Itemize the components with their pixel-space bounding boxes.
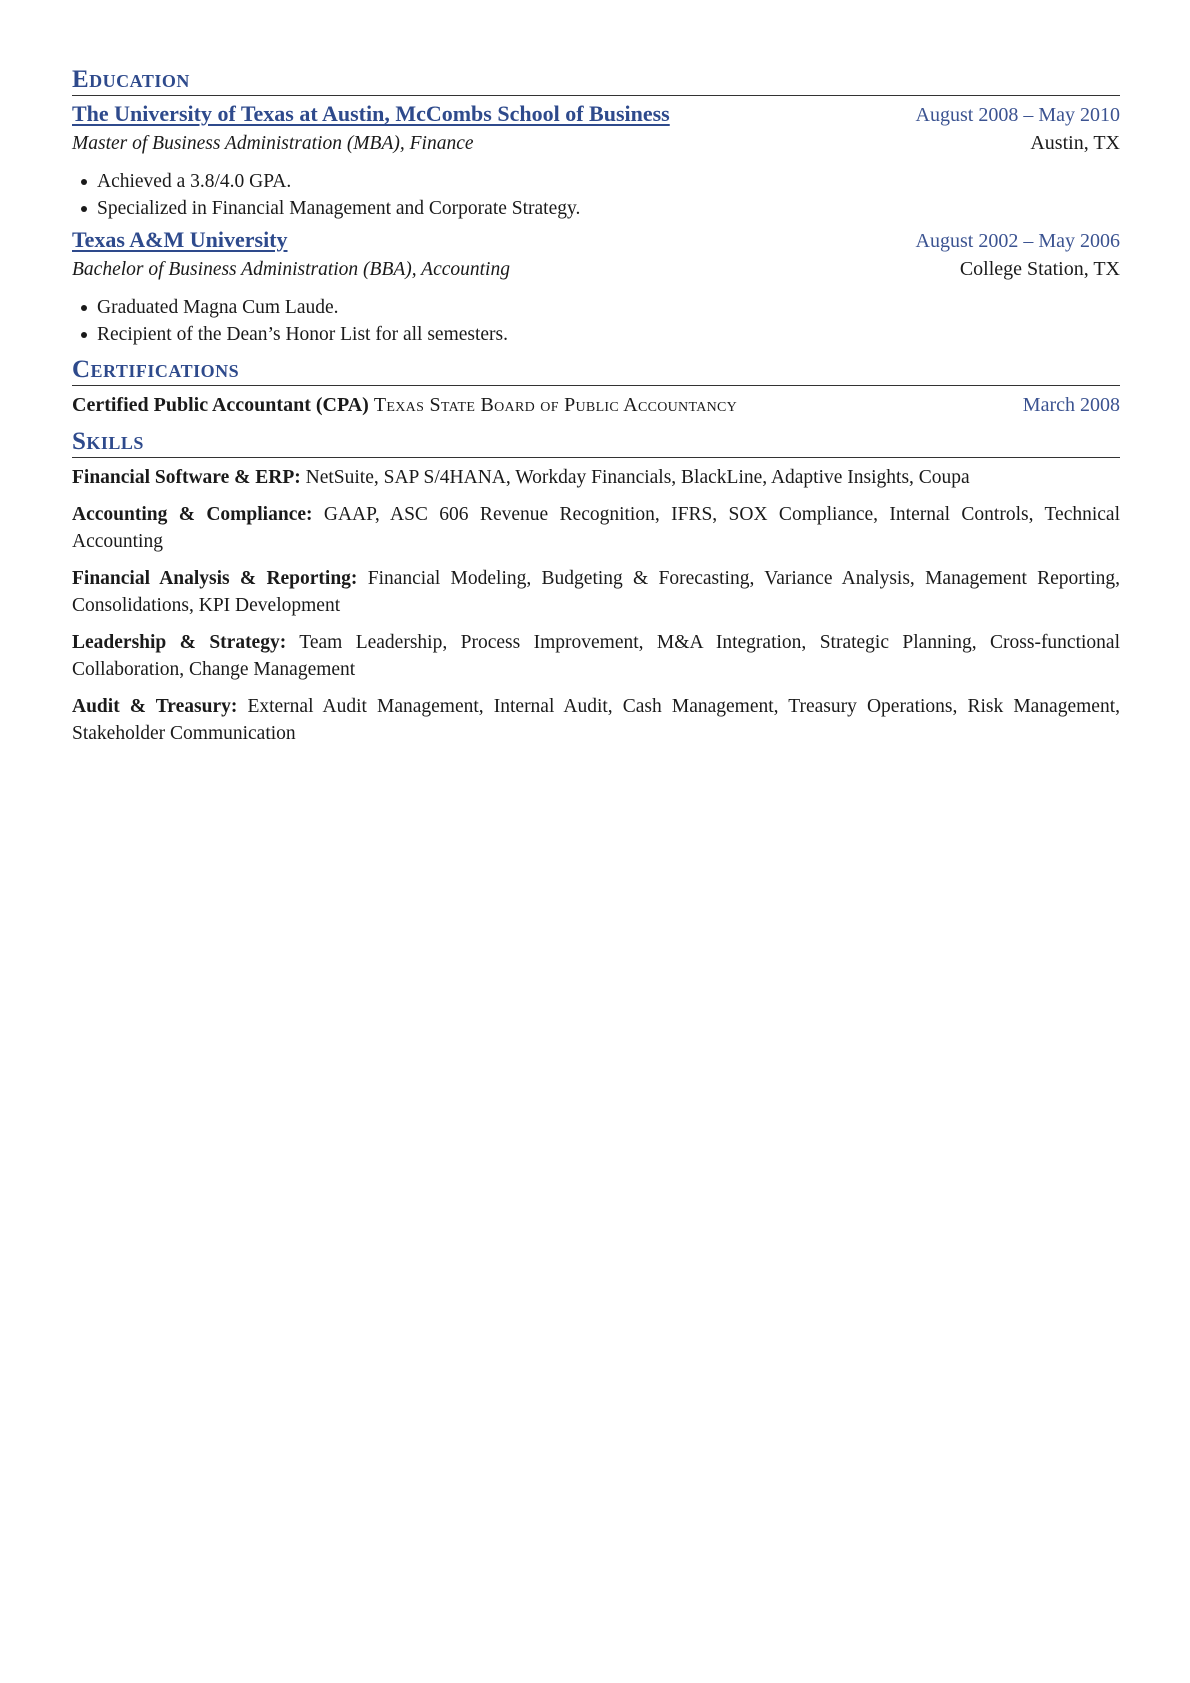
education-dates: August 2008 – May 2010 <box>915 104 1120 126</box>
education-entry <box>72 100 1120 222</box>
skills-heading: Skills <box>72 428 1120 458</box>
skill-label: Financial Analysis & Reporting: <box>72 568 358 589</box>
education-bullets <box>72 168 1120 222</box>
skill-label: Financial Software & ERP: <box>72 467 301 488</box>
education-entry <box>72 226 1120 348</box>
bullet-item: Specialized in Financial Management and Corporate Strategy. <box>97 195 1120 222</box>
skill-text: Financial Modeling, Budgeting & Forecasting, Variance Analysis, Management Reporting, Consolidations, KPI Development <box>72 568 1121 616</box>
education-heading: Education <box>72 66 1120 96</box>
degree-title: Bachelor of Business Administration (BBA), Accounting <box>72 259 510 280</box>
school-link-texas-am[interactable]: Texas A&M University <box>72 227 288 252</box>
education-bullets <box>72 294 1120 348</box>
bullet-item: Recipient of the Dean’s Honor List for all semesters. <box>97 321 1120 348</box>
certifications-heading: Certifications <box>72 356 1120 386</box>
skill-group <box>72 629 1120 683</box>
certification-date: March 2008 <box>1022 394 1120 416</box>
skill-label: Audit & Treasury: <box>72 696 238 717</box>
skill-text: Team Leadership, Process Improvement, M&A Integration, Strategic Planning, Cross-functional Collaboration, Change Management <box>72 632 1120 680</box>
certification-issuer: Texas State Board of Public Accountancy <box>373 394 738 416</box>
skill-group <box>72 693 1120 747</box>
resume-page <box>72 66 1120 747</box>
education-location: Austin, TX <box>1030 132 1120 154</box>
skill-group <box>72 464 1120 491</box>
skills-section <box>72 428 1120 747</box>
skill-group <box>72 565 1120 619</box>
education-dates: August 2002 – May 2006 <box>915 230 1120 252</box>
bullet-item: Graduated Magna Cum Laude. <box>97 294 1120 321</box>
skill-text: GAAP, ASC 606 Revenue Recognition, IFRS, SOX Compliance, Internal Controls, Technical Accounting <box>72 504 1121 552</box>
skill-text: External Audit Management, Internal Audit, Cash Management, Treasury Operations, Risk Management, Stakeholder Communication <box>72 696 1120 744</box>
skill-group <box>72 501 1120 555</box>
certifications-section <box>72 356 1120 420</box>
certification-entry <box>72 391 1120 420</box>
skill-label: Accounting & Compliance: <box>72 504 313 525</box>
degree-title: Master of Business Administration (MBA), Finance <box>72 133 474 154</box>
certification-name: Certified Public Accountant (CPA) <box>72 394 369 416</box>
education-section <box>72 66 1120 348</box>
education-location: College Station, TX <box>959 258 1120 280</box>
skill-text: NetSuite, SAP S/4HANA, Workday Financials, BlackLine, Adaptive Insights, Coupa <box>305 467 970 488</box>
bullet-item: Achieved a 3.8/4.0 GPA. <box>97 168 1120 195</box>
school-link-ut-austin[interactable]: The University of Texas at Austin, McCombs School of Business <box>72 101 670 126</box>
skill-label: Leadership & Strategy: <box>72 632 287 653</box>
